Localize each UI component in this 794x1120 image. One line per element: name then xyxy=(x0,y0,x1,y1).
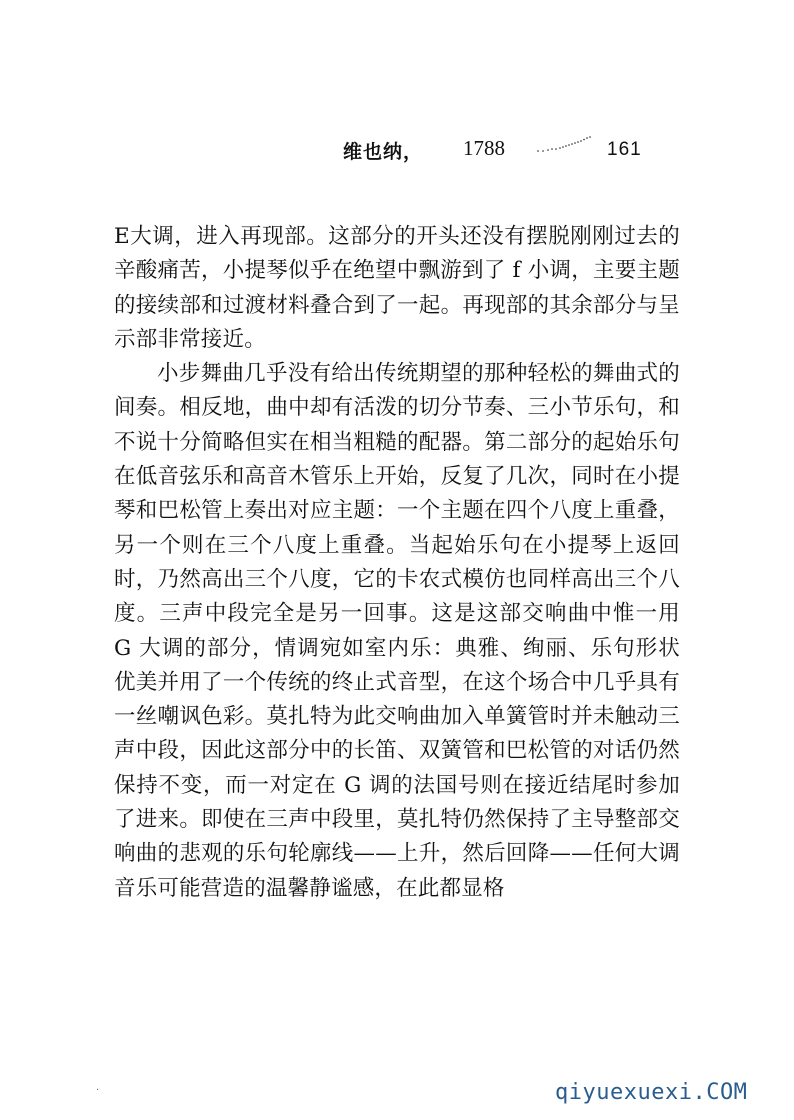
body-paragraph: E大调，进入再现部。这部分的开头还没有摆脱刚刚过去的辛酸痛苦，小提琴似乎在绝望中飘游到了 f 小调，主要主题的接续部和过渡材料叠合到了一起。再现部的其余部分与呈示部非常接近。 xyxy=(114,224,680,352)
page-body xyxy=(114,220,680,906)
running-title: 维也纳， xyxy=(343,141,424,163)
dotted-ornament-icon xyxy=(535,134,595,154)
page-number: 161 xyxy=(607,139,642,160)
body-paragraph: 小步舞曲几乎没有给出传统期望的那种轻松的舞曲式的间奏。相反地，曲中却有活泼的切分节奏、三小节乐句，和不说十分简略但实在相当粗糙的配器。第二部分的起始乐句在低音弦乐和高音木管乐上开始，反复了几次，同时在小提琴和巴松管上奏出对应主题：一个主题在四个八度上重叠，另一个则在三个八度上重叠。当起始乐句在小提琴上返回时，乃然高出三个八度，它的卡农式模仿也同样高出三个八度。三声中段完全是另一回事。这是这部交响曲中惟一用 G 大调的部分，情调宛如室内乐：典雅、绚丽、乐句形状优美并用了一个传统的终止式音型，在这个场合中几乎具有一丝嘲讽色彩。莫扎特为此交响曲加入单簧管时并未触动三声中段，因此这部分中的长笛、双簧管和巴松管的对话仍然保持不变，而一对定在 G 调的法国号则在接近结尾时参加了进来。即使在三声中段里，莫扎特仍然保持了主导整部交响曲的悲观的乐句轮廓线——上升，然后回降——任何大调音乐可能营造的温馨静谧感，在此都显格 xyxy=(114,361,680,901)
running-year: 1788 xyxy=(463,136,505,160)
running-header xyxy=(0,0,794,170)
scan-corner-mark: . xyxy=(96,1082,100,1093)
site-watermark: qiyuexuexi.COM xyxy=(555,1080,748,1105)
